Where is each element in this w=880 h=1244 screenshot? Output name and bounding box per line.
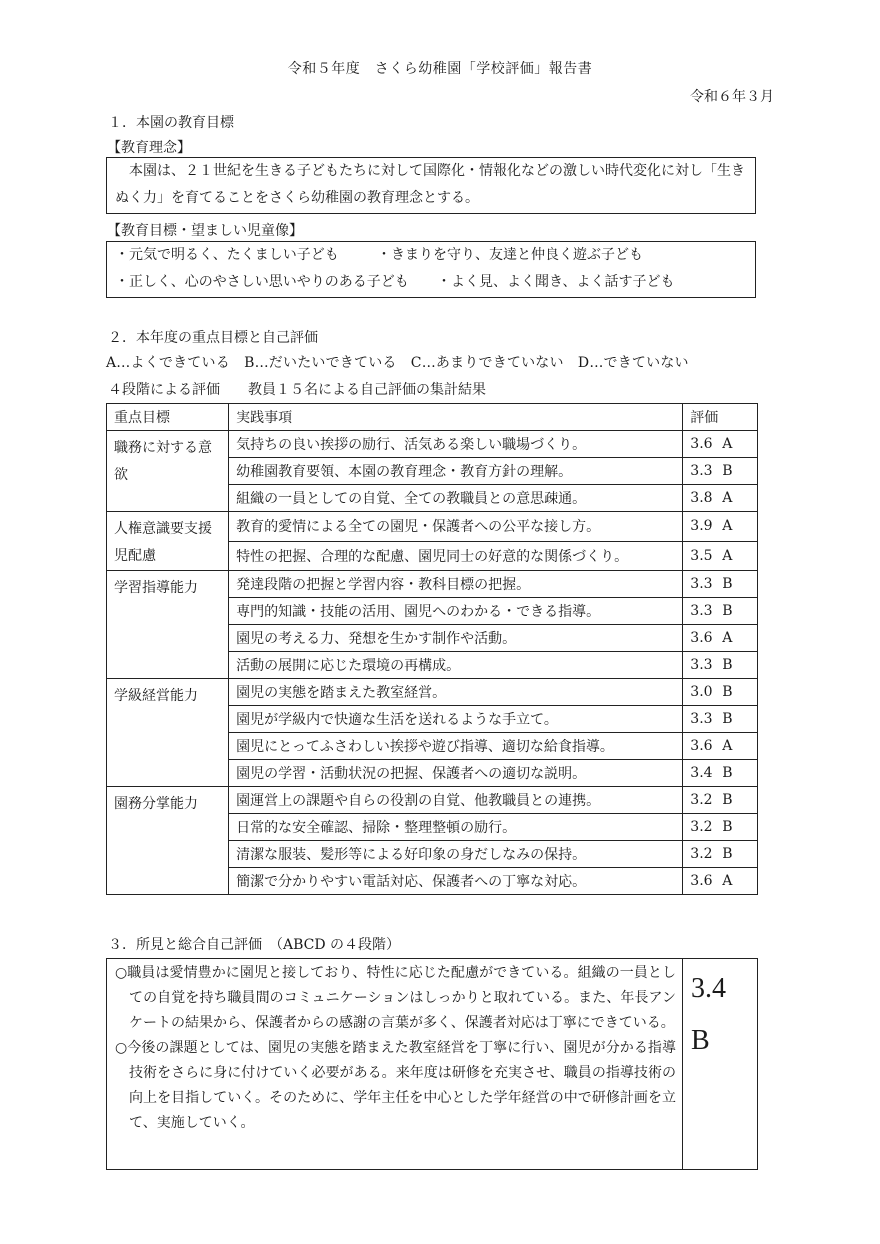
summary-paragraph: ○職員は愛情豊かに園児と接しており、特性に応じた配慮ができている。組織の一員としての自覚を持ち職員間のコミュニケーションはしっかりと取れている。また、年長アンケートの結果から、保護者からの感謝の言葉が多く、保護者対応は丁寧にできている。 (115, 965, 676, 1031)
score-value: 3.6 (690, 873, 713, 889)
goal-item: ・元気で明るく、たくましい子ども (115, 247, 339, 263)
overall-grade: B (691, 1025, 710, 1056)
goal-item: ・よく見、よく聞き、よく話す子ども (437, 274, 675, 290)
header-goal: 重点目標 (107, 404, 229, 431)
score-grade: B (722, 846, 733, 862)
score-value: 3.3 (690, 603, 713, 619)
goal-cell: 学級経営能力 (107, 679, 229, 787)
score-value: 3.6 (690, 738, 713, 754)
score-cell (683, 679, 758, 706)
table-row (107, 431, 758, 458)
score-cell (683, 485, 758, 512)
practice-cell: 園運営上の課題や自らの役割の自覚、他教職員との連携。 (229, 787, 683, 814)
score-cell (683, 571, 758, 598)
practice-cell: 日常的な安全確認、掃除・整理整頓の励行。 (229, 814, 683, 841)
practice-cell: 気持ちの良い挨拶の励行、活気ある楽しい職場づくり。 (229, 431, 683, 458)
header-practice: 実践事項 (229, 404, 683, 431)
score-value: 3.5 (690, 547, 713, 564)
score-grade: A (722, 630, 733, 646)
score-grade: A (722, 490, 733, 506)
score-value: 3.3 (690, 576, 713, 592)
score-cell (683, 652, 758, 679)
section2-heading: ２．本年度の重点目標と自己評価 (108, 330, 318, 346)
score-grade: A (722, 436, 733, 452)
score-cell (683, 760, 758, 787)
score-value: 3.3 (690, 463, 713, 479)
score-cell (683, 598, 758, 625)
score-cell (683, 787, 758, 814)
summary-box (106, 958, 758, 1170)
score-value: 3.2 (690, 819, 713, 835)
score-cell (683, 512, 758, 542)
score-grade: B (722, 765, 733, 781)
score-value: 3.3 (690, 711, 713, 727)
table-row (107, 512, 758, 542)
philosophy-text: 本園は、２１世紀を生きる子どもたちに対して国際化・情報化などの激しい時代変化に対し「生きぬく力」を育てることをさくら幼稚園の教育理念とする。 (115, 163, 745, 206)
score-value: 3.9 (690, 518, 713, 535)
table-row (107, 787, 758, 814)
practice-cell: 清潔な服装、髪形等による好印象の身だしなみの保持。 (229, 841, 683, 868)
score-value: 3.0 (690, 684, 713, 700)
score-cell (683, 733, 758, 760)
score-cell (683, 814, 758, 841)
score-value: 3.3 (690, 657, 713, 673)
score-grade: A (722, 738, 733, 754)
section3-heading: ３．所見と総合自己評価 （ABCD の４段階） (108, 937, 401, 953)
goal-item: ・正しく、心のやさしい思いやりのある子ども (115, 274, 409, 290)
score-cell (683, 868, 758, 895)
score-value: 3.8 (690, 490, 713, 506)
practice-cell: 幼稚園教育要領、本園の教育理念・教育方針の理解。 (229, 458, 683, 485)
practice-cell: 園児の考える力、発想を生かす制作や活動。 (229, 625, 683, 652)
practice-cell: 園児の実態を踏まえた教室経営。 (229, 679, 683, 706)
score-grade: A (722, 518, 733, 535)
overall-evaluation (683, 959, 757, 1169)
goal-item: ・きまりを守り、友達と仲良く遊ぶ子ども (377, 247, 643, 263)
header-score: 評価 (683, 404, 758, 431)
practice-cell: 簡潔で分かりやすい電話対応、保護者への丁寧な対応。 (229, 868, 683, 895)
score-grade: B (722, 792, 733, 808)
practice-cell: 発達段階の把握と学習内容・教科目標の把握。 (229, 571, 683, 598)
goal-cell: 園務分掌能力 (107, 787, 229, 895)
score-value: 3.2 (690, 792, 713, 808)
evaluation-note: ４段階による評価 教員１５名による自己評価の集計結果 (108, 382, 486, 398)
table-row (107, 679, 758, 706)
goal-cell: 学習指導能力 (107, 571, 229, 679)
practice-cell: 教育的愛情による全ての園児・保護者への公平な接し方。 (229, 512, 683, 542)
score-cell (683, 431, 758, 458)
practice-cell: 組織の一員としての自覚、全ての教職員との意思疎通。 (229, 485, 683, 512)
score-cell (683, 841, 758, 868)
score-value: 3.2 (690, 846, 713, 862)
table-header-row (107, 404, 758, 431)
score-grade: B (722, 657, 733, 673)
score-grade: B (722, 684, 733, 700)
practice-cell: 特性の把握、合理的な配慮、園児同士の好意的な関係づくり。 (229, 541, 683, 571)
score-grade: A (722, 547, 733, 564)
score-grade: B (722, 603, 733, 619)
score-grade: A (722, 873, 733, 889)
practice-cell: 園児にとってふさわしい挨拶や遊び指導、適切な給食指導。 (229, 733, 683, 760)
evaluation-table (106, 403, 758, 895)
score-value: 3.4 (690, 765, 713, 781)
philosophy-label: 【教育理念】 (107, 140, 191, 156)
practice-cell: 専門的知識・技能の活用、園児へのわかる・できる指導。 (229, 598, 683, 625)
practice-cell: 園児の学習・活動状況の把握、保護者への適切な説明。 (229, 760, 683, 787)
document-date: 令和６年３月 (690, 89, 774, 105)
practice-cell: 活動の展開に応じた環境の再構成。 (229, 652, 683, 679)
score-cell (683, 541, 758, 571)
score-cell (683, 625, 758, 652)
score-grade: B (722, 819, 733, 835)
document-title: 令和５年度 さくら幼稚園「学校評価」報告書 (287, 61, 593, 77)
score-grade: B (722, 463, 733, 479)
goal-cell: 職務に対する意欲 (107, 431, 229, 512)
score-grade: B (722, 576, 733, 592)
goals-box (106, 241, 756, 298)
philosophy-box (106, 157, 756, 214)
table-row (107, 571, 758, 598)
score-value: 3.6 (690, 630, 713, 646)
score-cell (683, 458, 758, 485)
goals-label: 【教育目標・望ましい児童像】 (107, 223, 303, 239)
score-grade: B (722, 711, 733, 727)
practice-cell: 園児が学級内で快適な生活を送れるような手立て。 (229, 706, 683, 733)
summary-paragraph: ○今後の課題としては、園児の実態を踏まえた教室経営を丁寧に行い、園児が分かる指導技術をさらに身に付けていく必要がある。来年度は研修を充実させ、職員の指導技術の向上を目指していく。そのために、学年主任を中心とした学年経営の中で研修計画を立て、実施していく。 (115, 1040, 676, 1131)
score-value: 3.6 (690, 436, 713, 452)
section1-heading: １．本園の教育目標 (108, 115, 234, 131)
summary-text (107, 959, 683, 1169)
overall-score: 3.4 (691, 973, 726, 1004)
grade-legend: A…よくできている B…だいたいできている C…あまりできていない D…できていない (106, 355, 689, 371)
score-cell (683, 706, 758, 733)
goal-cell: 人権意識要支援児配慮 (107, 512, 229, 571)
